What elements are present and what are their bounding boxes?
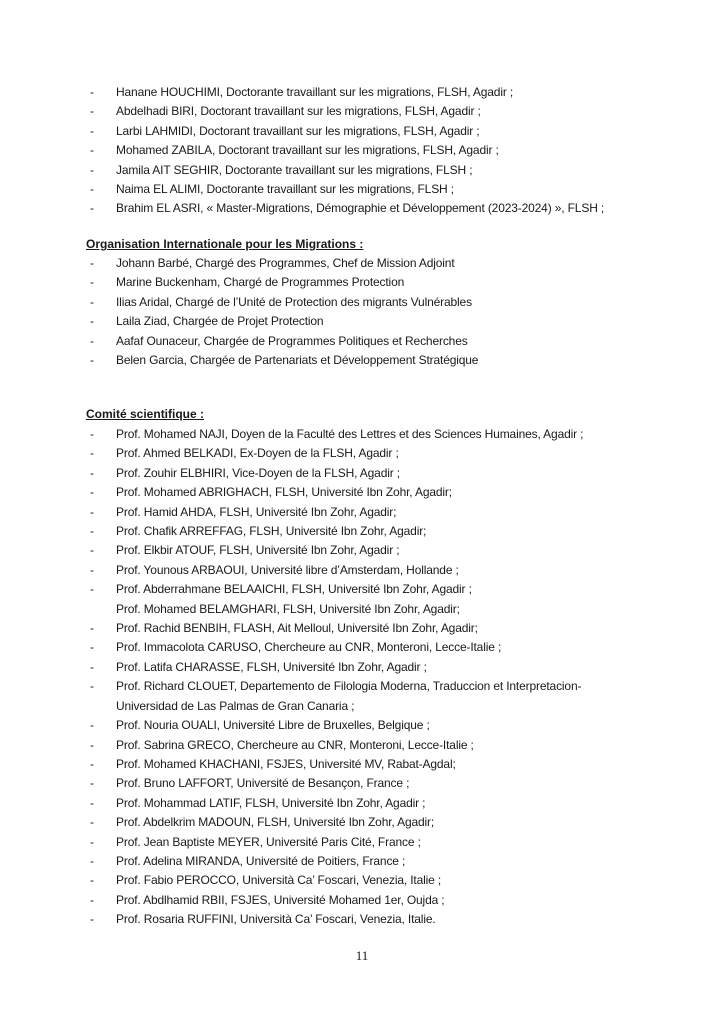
comite-list [86,425,684,930]
list-item: - Johann Barbé, Chargé des Programmes, Chef de Mission Adjoint [90,256,455,270]
list-item: - Larbi LAHMIDI, Doctorant travaillant sur les migrations, FLSH, Agadir ; [90,123,480,138]
list-item: - Prof. Hamid AHDA, FLSH, Université Ibn Zohr, Agadir; [90,504,397,519]
list-item: - Prof. Rosaria RUFFINI, Università Ca’ Foscari, Venezia, Italie. [90,912,436,927]
list-item: - Prof. Immacolota CARUSO, Chercheure au CNR, Monteroni, Lecce-Italie ; [90,640,502,655]
list-item: - Prof. Bruno LAFFORT, Université de Besançon, France ; [90,776,410,791]
list-item: - Prof. Mohamed NAJI, Doyen de la Faculté des Lettres et des Sciences Humaines, Agadir ; [90,427,584,441]
list-item: - Hanane HOUCHIMI, Doctorante travaillant sur les migrations, FLSH, Agadir ; [90,85,514,99]
list-item: - Prof. Sabrina GRECO, Chercheure au CNR, Monteroni, Lecce-Italie ; [90,737,474,752]
list-item: - Aafaf Ounaceur, Chargée de Programmes Politiques et Recherches [90,333,468,348]
oim-heading: Organisation Internationale pour les Migrations : [86,237,364,251]
list-item: - Prof. Abdlhamid RBII, FSJES, Université Mohamed 1er, Oujda ; [90,892,445,907]
list-item: - Prof. Fabio PEROCCO, Università Ca’ Foscari, Venezia, Italie ; [90,873,442,888]
list-item: - Prof. Richard CLOUET, Departemento de Filologia Moderna, Traduccion et Interpretacion- [90,679,582,694]
list-item: - Prof. Jean Baptiste MEYER, Université Paris Cité, France ; [90,834,421,849]
page-number: 11 [355,948,369,963]
list-item: - Prof. Younous ARBAOUI, Université libre d’Amsterdam, Hollande ; [90,562,459,577]
list-item: - Prof. Latifa CHARASSE, FLSH, Université Ibn Zohr, Agadir ; [90,659,427,674]
team-list [86,83,684,219]
list-item: - Prof. Chafik ARREFFAG, FLSH, Université Ibn Zohr, Agadir; [90,524,427,539]
list-item: - Prof. Mohamed KHACHANI, FSJES, Université MV, Rabat-Agdal; [90,756,456,771]
list-item: - Marine Buckenham, Chargé de Programmes Protection [90,275,405,290]
list-item: - Prof. Abderrahmane BELAAICHI, FLSH, Université Ibn Zohr, Agadir ; [90,582,472,597]
list-item: - Laila Ziad, Chargée de Projet Protection [90,314,324,329]
list-item: - Ilias Aridal, Chargé de l’Unité de Protection des migrants Vulnérables [90,294,472,309]
list-item: - Mohamed ZABILA, Doctorant travaillant sur les migrations, FLSH, Agadir ; [90,143,499,158]
list-item: - Abdelhadi BIRI, Doctorant travaillant sur les migrations, FLSH, Agadir ; [90,104,481,119]
list-item: - Belen Garcia, Chargée de Partenariats et Développement Stratégique [90,353,479,368]
list-item: - Jamila AIT SEGHIR, Doctorante travaillant sur les migrations, FLSH ; [90,162,473,177]
comite-heading: Comité scientifique : [86,407,205,421]
list-item: - Prof. Mohammad LATIF, FLSH, Université Ibn Zohr, Agadir ; [90,795,426,810]
list-item: - Prof. Zouhir ELBHIRI, Vice-Doyen de la FLSH, Agadir ; [90,465,400,480]
list-item: - Prof. Abdelkrim MADOUN, FLSH, Université Ibn Zohr, Agadir; [90,815,435,830]
list-item: - Prof. Nouria OUALI, Université Libre de Bruxelles, Belgique ; [90,718,430,733]
list-item: Universidad de Las Palmas de Gran Canaria ; [116,698,355,713]
list-item: - Prof. Mohamed ABRIGHACH, FLSH, Université Ibn Zohr, Agadir; [90,485,452,500]
list-item: - Prof. Elkbir ATOUF, FLSH, Université Ibn Zohr, Agadir ; [90,543,400,558]
list-item: Prof. Mohamed BELAMGHARI, FLSH, Université Ibn Zohr, Agadir; [116,601,460,616]
list-item: - Prof. Adelina MIRANDA, Université de Poitiers, France ; [90,853,406,868]
list-item: - Prof. Ahmed BELKADI, Ex-Doyen de la FLSH, Agadir ; [90,446,399,461]
list-item: - Brahim EL ASRI, « Master-Migrations, Démographie et Développement (2023-2024) », FLSH ; [90,201,605,216]
list-item: - Prof. Rachid BENBIH, FLASH, Ait Melloul, Université Ibn Zohr, Agadir; [90,621,478,636]
list-item: - Naima EL ALIMI, Doctorante travaillant sur les migrations, FLSH ; [90,182,454,197]
oim-list [86,254,684,370]
